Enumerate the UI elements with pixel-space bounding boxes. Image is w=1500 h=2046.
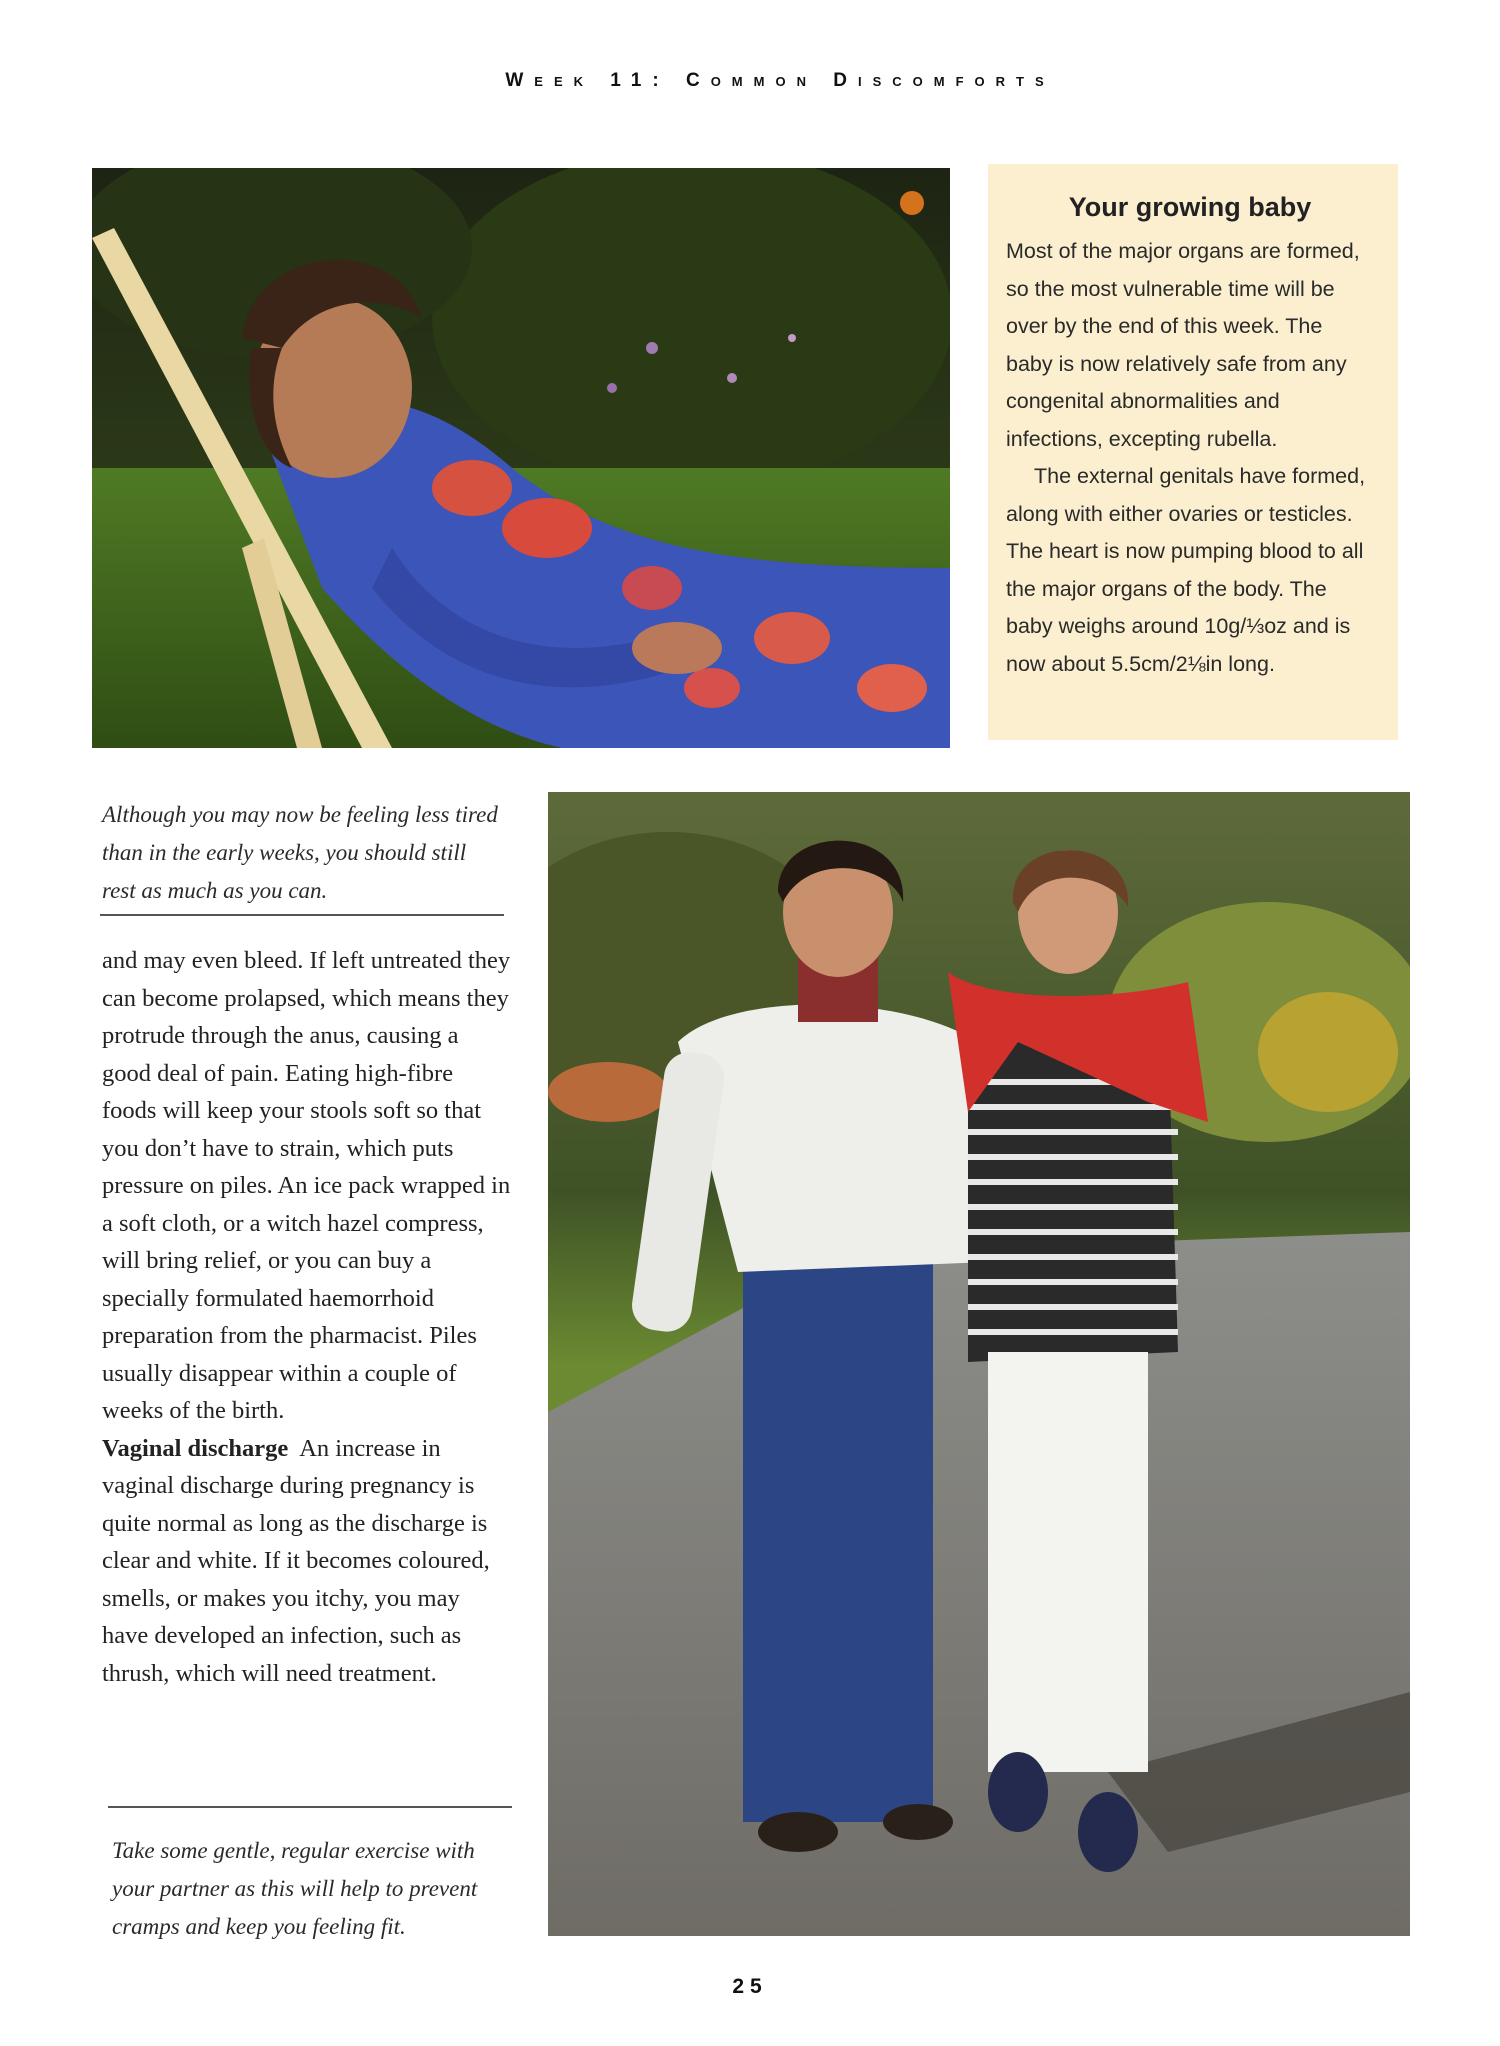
body-text xyxy=(102,942,512,1692)
body-paragraph: and may even bleed. If left untreated they can become prolapsed, which means they protrude through the anus, causing a good deal of pain. Eating high-fibre foods will keep your stools soft so that you don’t have to strain, which puts pressure on piles. An ice pack wrapped in a soft cloth, or a witch hazel compress, will bring relief, or you can buy a specially formulated haemorrhoid preparation from the pharmacist. Piles usually disappear within a couple of weeks of the birth. xyxy=(102,947,511,1424)
body-paragraph-vaginal-discharge xyxy=(102,1430,512,1693)
caption-rule xyxy=(100,914,504,916)
photo-couple-walking-icon xyxy=(548,792,1410,1936)
sidebar-your-growing-baby xyxy=(988,164,1398,740)
photo-walking-couple xyxy=(548,792,1410,1936)
running-head: Week 11: Common Discomforts xyxy=(505,70,1055,91)
body-paragraph-text: An increase in vaginal discharge during pregnancy is quite normal as long as the discharge is clear and white. If it becomes coloured, smells, or makes you itchy, you may have developed an infection, such as thrush, which will need treatment. xyxy=(102,1434,490,1687)
section-heading-vaginal-discharge: Vaginal discharge xyxy=(102,1434,289,1462)
sidebar-paragraph: Most of the major organs are formed, so the most vulnerable time will be over by the end of this week. The baby is now relatively safe from any congenital abnormalities and infections, excepting rubella. xyxy=(1006,239,1360,451)
sidebar-title: Your growing baby xyxy=(1068,192,1312,222)
photo-resting-woman xyxy=(92,168,950,748)
sidebar-paragraph: The external genitals have formed, along with either ovaries or testicles. The heart is now pumping blood to all the major organs of the body. The baby weighs around 10g/⅓oz and is now about 5.5cm/2⅛in long. xyxy=(1006,464,1366,676)
page-number: 25 xyxy=(732,1975,768,1998)
caption-bottom: Take some gentle, regular exercise with your partner as this will help to prevent cramps and keep you feeling fit. xyxy=(112,1838,478,1939)
caption-rule xyxy=(108,1806,512,1808)
caption-top: Although you may now be feeling less tired than in the early weeks, you should still rest as much as you can. xyxy=(102,802,498,903)
photo-woman-resting-icon xyxy=(92,168,950,748)
